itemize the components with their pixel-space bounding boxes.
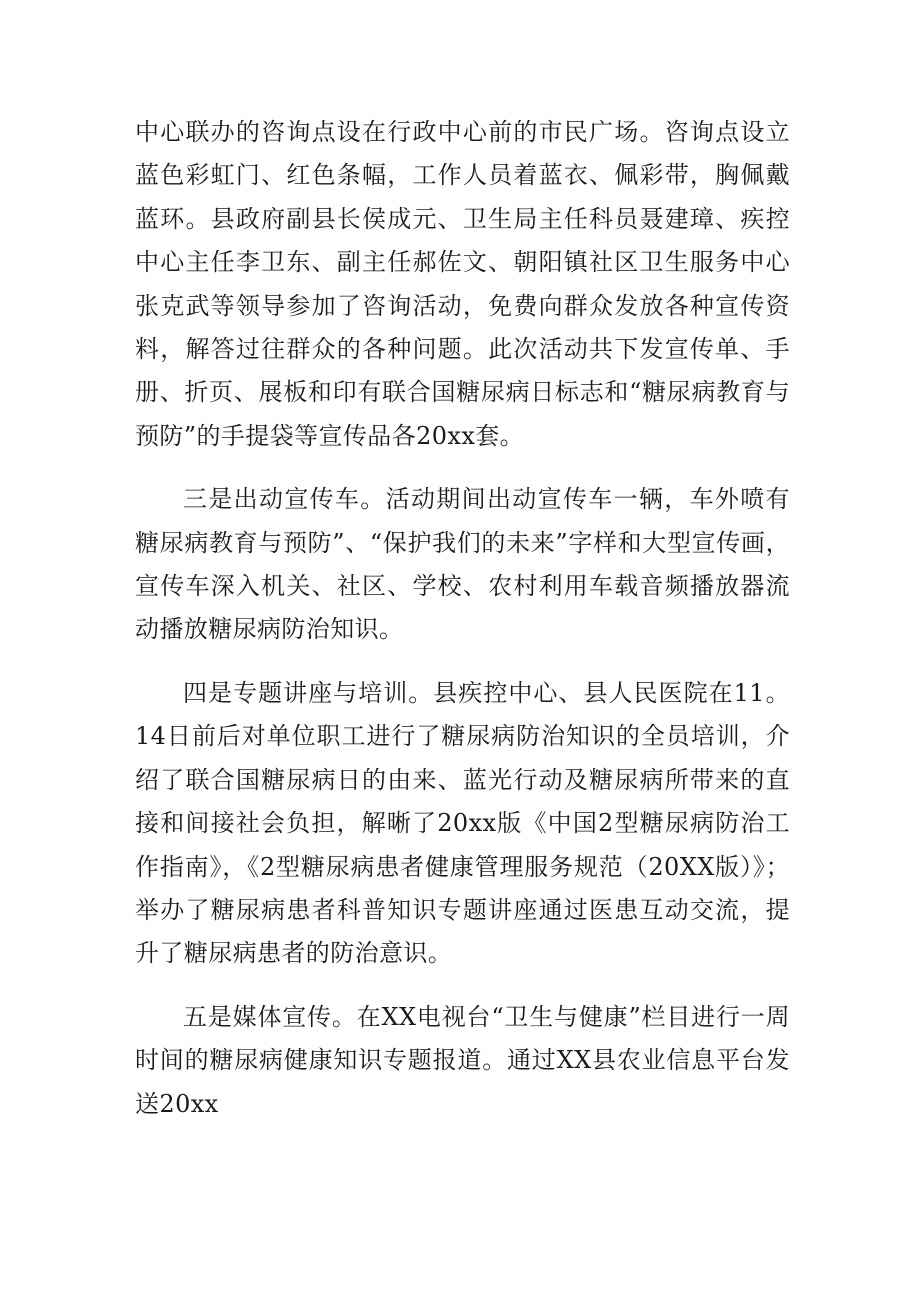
paragraph-lectures-training: 四是专题讲座与培训。县疾控中心、县人民医院在11。14日前后对单位职工进行了糖尿病防治知识的全员培训，介绍了联合国糖尿病日的由来、蓝光行动及糖尿病所带来的直接和间接社会负担，解晰了20xx版《中国2型糖尿病防治工作指南》，《2型糖尿病患者健康管理服务规范（20XX版）》；举办了糖尿病患者科普知识专题讲座通过医患互动交流，提升了糖尿病患者的防治意识。 [135,678,790,968]
paragraph-media-publicity: 五是媒体宣传。在XX电视台“卫生与健康”栏目进行一周时间的糖尿病健康知识专题报道。通过XX县农业信息平台发送20xx [135,1002,790,1118]
paragraph-publicity-vehicle: 三是出动宣传车。活动期间出动宣传车一辆，车外喷有糖尿病教育与预防”、“保护我们的未来”字样和大型宣传画，宣传车深入机关、社区、学校、农村利用车载音频播放器流动播放糖尿病防治知识。 [135,485,790,644]
paragraph-continuation: 中心联办的咨询点设在行政中心前的市民广场。咨询点设立蓝色彩虹门、红色条幅，工作人员着蓝衣、佩彩带，胸佩戴蓝环。县政府副县长侯成元、卫生局主任科员聂建璋、疾控中心主任李卫东、副主任郝佐文、朝阳镇社区卫生服务中心张克武等领导参加了咨询活动，免费向群众发放各种宣传资料，解答过往群众的各种问题。此次活动共下发宣传单、手册、折页、展板和印有联合国糖尿病日标志和“糖尿病教育与预防”的手提袋等宣传品各20xx套。 [135,118,790,450]
document-body [135,111,790,1146]
